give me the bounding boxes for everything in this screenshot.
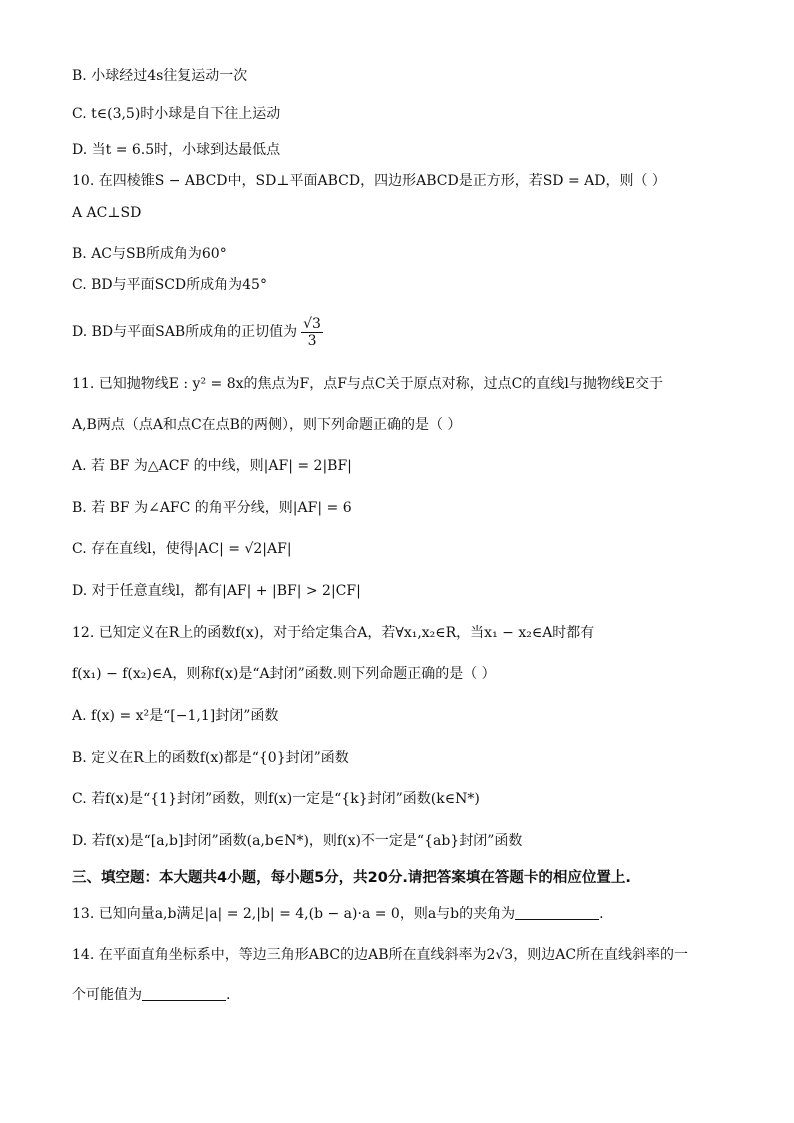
option-10b: B. AC与SB所成角为60° <box>72 246 227 262</box>
option-12d: D. 若f(x)是“[a,b]封闭”函数(a,b∈N*)，则f(x)不一定是“{ab}封闭”函数 <box>72 833 523 849</box>
option-10a: A AC⊥SD <box>72 205 142 221</box>
question-11-stem-line1: 11. 已知抛物线E : y² = 8x的焦点为F，点F与点C关于原点对称，过点C的直线l与抛物线E交于 <box>72 376 664 392</box>
question-13-end: . <box>599 906 604 922</box>
option-10c: C. BD与平面SCD所成角为45° <box>72 277 267 293</box>
option-10d-text: D. BD与平面SAB所成角的正切值为 <box>72 324 298 340</box>
fraction-denominator: 3 <box>307 332 317 349</box>
option-11a: A. 若 BF 为△ACF 的中线，则|AF| = 2|BF| <box>72 458 352 474</box>
option-12b: B. 定义在R上的函数f(x)都是“{0}封闭”函数 <box>72 750 349 766</box>
fraction <box>301 316 323 349</box>
option-12a: A. f(x) = x²是“[−1,1]封闭”函数 <box>72 708 279 724</box>
question-13 <box>72 904 732 924</box>
option-9b: B. 小球经过4s往复运动一次 <box>72 68 248 84</box>
option-9d: D. 当t = 6.5时，小球到达最低点 <box>72 142 281 158</box>
answer-blank-14 <box>142 986 226 1001</box>
question-11-stem-line2: A,B两点（点A和点C在点B的两侧），则下列命题正确的是（ ） <box>72 417 462 433</box>
question-12-stem-line1: 12. 已知定义在R上的函数f(x)，对于给定集合A，若∀x₁,x₂∈R，当x₁ − x₂∈A时都有 <box>72 625 595 641</box>
option-9c: C. t∈(3,5)时小球是自下往上运动 <box>72 106 281 122</box>
question-10-stem: 10. 在四棱锥S − ABCD中，SD⊥平面ABCD，四边形ABCD是正方形，若SD = AD，则（ ） <box>72 173 666 189</box>
question-14-end: . <box>226 987 231 1003</box>
option-11c: C. 存在直线l，使得|AC| = √2|AF| <box>72 541 292 557</box>
fraction-numerator: √3 <box>303 315 321 332</box>
option-10d <box>72 313 732 351</box>
question-12-stem-line2: f(x₁) − f(x₂)∈A，则称f(x)是“A封闭”函数.则下列命题正确的是（ ） <box>72 666 496 682</box>
section-heading: 三、填空题：本大题共4小题，每小题5分，共20分.请把答案填在答题卡的相应位置上. <box>72 870 631 886</box>
option-11d: D. 对于任意直线l，都有|AF| + |BF| > 2|CF| <box>72 583 361 599</box>
question-14-line1: 14. 在平面直角坐标系中，等边三角形ABC的边AB所在直线斜率为2√3，则边AC所在直线斜率的一 <box>72 947 689 963</box>
question-13-text: 13. 已知向量a,b满足|a| = 2,|b| = 4,(b − a)·a = 0，则a与b的夹角为 <box>72 906 516 922</box>
answer-blank-13 <box>515 905 599 920</box>
question-14-text: 个可能值为 <box>72 987 142 1003</box>
option-12c: C. 若f(x)是“{1}封闭”函数，则f(x)一定是“{k}封闭”函数(k∈N*) <box>72 791 480 807</box>
question-14-line2 <box>72 985 732 1005</box>
option-11b: B. 若 BF 为∠AFC 的角平分线，则|AF| = 6 <box>72 500 352 516</box>
